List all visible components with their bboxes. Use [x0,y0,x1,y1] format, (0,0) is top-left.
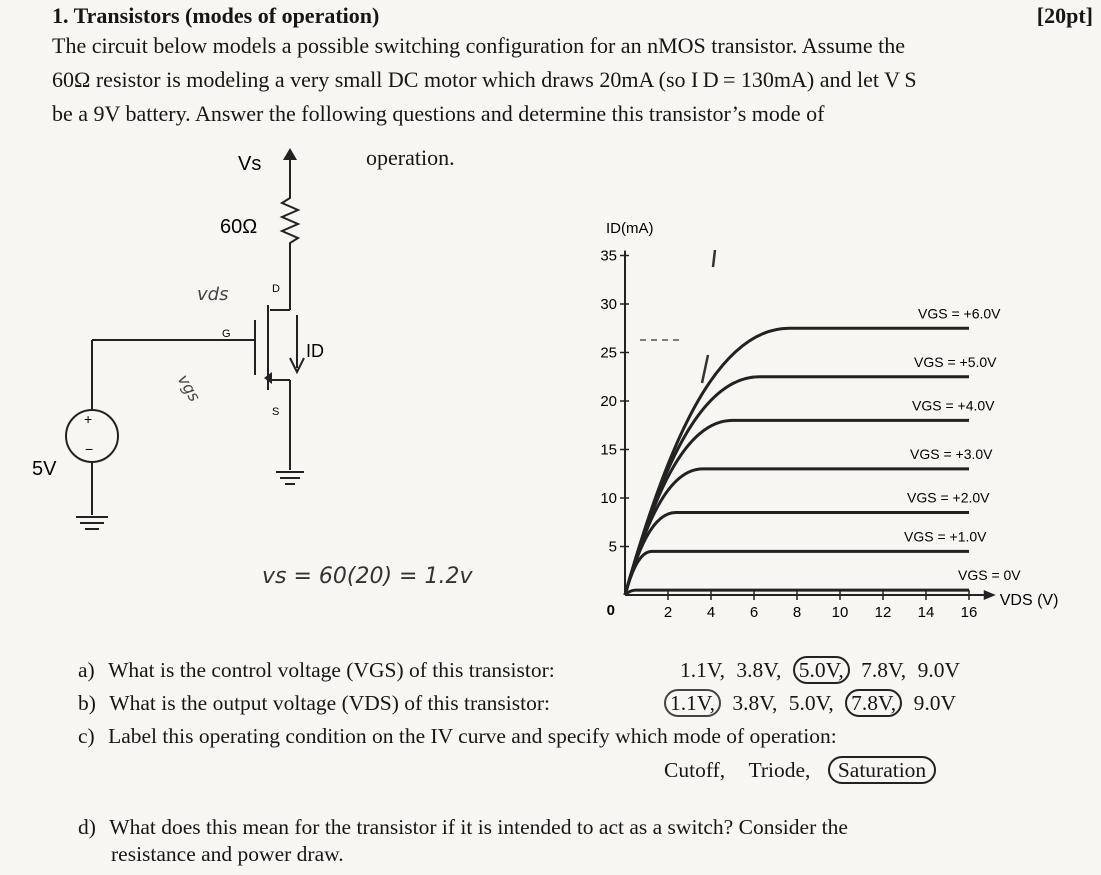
series-label-5: VGS = +1.0V [904,528,987,545]
question-b-text: What is the output voltage (VDS) of this transistor: [109,691,550,715]
x-tick-label: 16 [960,604,978,621]
option-b-2[interactable]: 3.8V, [732,691,778,715]
series-label-0: VGS = +6.0V [918,305,1001,322]
series-label-3: VGS = +3.0V [910,445,993,462]
question-c-options [664,758,936,783]
question-points: [20pt] [1036,3,1093,28]
series-label-6: VGS = 0V [958,567,1021,584]
question-b-label: b) [78,691,96,715]
y-tick-label: 5 [608,538,617,556]
series-label-4: VGS = +2.0V [907,489,990,506]
intro-line-3: be a 9V battery. Answer the following questions and determine this transistor’s mode of [52,101,825,126]
option-b-1-circled[interactable]: 1.1V, [664,689,721,717]
x-tick-label: 6 [749,604,759,621]
question-title: 1. Transistors (modes of operation) [52,3,380,28]
gate-label: G [222,328,231,340]
question-c-label: c) [78,724,95,748]
y-tick-label: 30 [600,296,617,313]
option-c-2[interactable]: Triode, [748,758,811,782]
x-axis-arrow-icon [984,590,996,600]
intro-line-4: operation. [366,145,455,170]
resistor-label: 60Ω [220,216,258,238]
option-c-3-circled[interactable]: Saturation [828,756,936,784]
handwritten-vgs: vgs [173,371,205,405]
question-d-text-line-2: resistance and power draw. [111,842,344,866]
y-tick-label: 35 [600,247,617,265]
option-b-4-circled[interactable]: 7.8V, [845,689,902,717]
series-label-1: VGS = +5.0V [914,353,997,370]
circuit-diagram [0,140,520,590]
question-a [78,658,555,683]
origin-label: 0 [606,602,615,619]
x-axis-label: VDS (V) [999,592,1059,609]
plus-sign: + [84,411,93,427]
vs-label: Vs [238,153,262,175]
y-tick-label: 20 [600,393,617,410]
source-label: S [272,406,280,418]
option-a-2[interactable]: 3.8V, [736,658,782,682]
question-a-label: a) [78,658,95,682]
question-d-label: d) [78,815,96,839]
question-c-text: Label this operating condition on the IV curve and specify which mode of operation: [108,724,837,748]
x-tick-label: 2 [663,604,673,621]
id-label: ID [306,341,324,361]
iv-curve-chart [570,205,1070,635]
question-d-text: What does this mean for the transistor if it is intended to act as a switch? Consider the [109,815,848,839]
question-a-options [680,658,960,683]
option-c-1[interactable]: Cutoff, [664,758,726,782]
x-tick-label: 14 [917,604,935,621]
question-c [78,724,837,749]
handwritten-vds: vds [197,284,229,305]
x-tick-label: 8 [792,604,802,621]
option-a-3-circled[interactable]: 5.0V, [793,656,850,684]
x-tick-label: 10 [831,604,849,621]
iv-curve-5 [625,551,969,595]
option-b-3[interactable]: 5.0V, [788,691,834,715]
question-d [78,815,848,840]
handwritten-equation: vs = 60(20) = 1.2v [262,564,473,589]
y-tick-label: 25 [600,344,617,362]
source-voltage-label: 5V [32,458,57,480]
iv-curve-4 [625,513,969,595]
option-a-5[interactable]: 9.0V [917,658,960,682]
x-tick-label: 12 [874,604,892,621]
y-tick-label: 10 [600,490,617,507]
option-a-4[interactable]: 7.8V, [861,658,907,682]
handwritten-mark [702,250,715,383]
minus-sign: − [85,441,94,457]
intro-line-2: 60Ω resistor is modeling a very small DC motor which draws 20mA (so I D = 130mA) and let V S [52,67,917,92]
intro-line-1: The circuit below models a possible switching configuration for an nMOS transistor. Assume the [52,33,905,58]
question-b [78,691,550,716]
series-label-2: VGS = +4.0V [912,397,995,414]
question-b-options [664,691,956,716]
x-tick-label: 4 [706,604,716,621]
option-a-1[interactable]: 1.1V, [680,658,726,682]
question-a-text: What is the control voltage (VGS) of this transistor: [108,658,555,682]
y-axis-label: ID(mA) [606,220,654,237]
drain-label: D [272,283,280,295]
y-tick-label: 15 [600,441,617,459]
option-b-5[interactable]: 9.0V [913,691,956,715]
